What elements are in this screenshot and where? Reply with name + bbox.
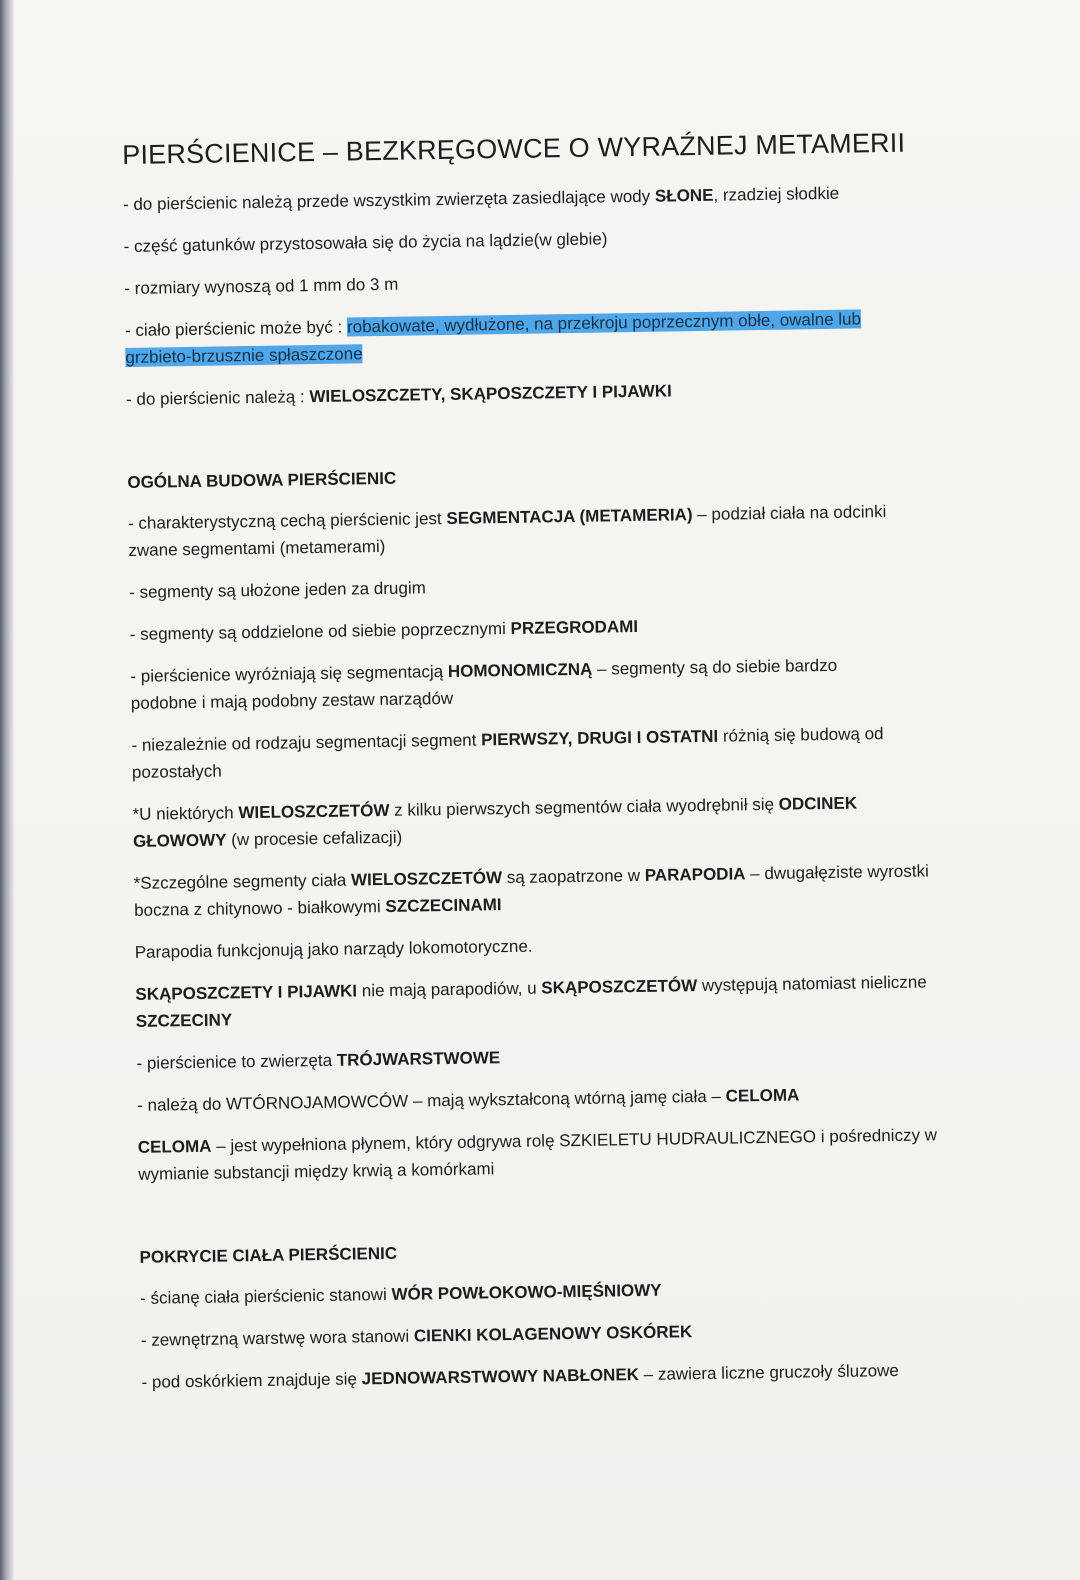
document-title: PIERŚCIENICE – BEZKRĘGOWCE O WYRAŹNEJ METAMERII [122, 127, 906, 170]
text-run: są zaopatrzone w [501, 865, 645, 888]
bold-term: SKĄPOSZCZETÓW [541, 976, 698, 998]
bold-term: PARAPODIA [644, 864, 746, 885]
text-run: różnią się budową od pozostałych [131, 724, 884, 782]
bold-term: SŁONE [654, 185, 714, 206]
text-run: - ciało pierścienic może być : [124, 317, 348, 340]
text-run: nie mają parapodiów, u [356, 978, 542, 1001]
bold-term: TRÓJWARSTWOWE [336, 1048, 501, 1070]
paragraph [133, 857, 964, 924]
paragraph [140, 1271, 1000, 1312]
text-run: - część gatunków przystosowała się do życia na lądzie(w glebie) [123, 229, 608, 256]
text-run: - rozmiary wynoszą od 1 mm do 3 m [124, 274, 399, 298]
section-heading-general-structure: OGÓLNA BUDOWA PIERŚCIENIC [127, 468, 397, 492]
intro-line [123, 219, 983, 260]
paragraph [130, 651, 891, 717]
bold-term: WIELOSZCZETÓW [238, 800, 390, 823]
paragraph [135, 925, 995, 966]
intro-line [124, 261, 984, 302]
text-run: - segmenty są oddzielone od siebie poprzecznymi [129, 618, 511, 644]
text-run: Parapodia funkcjonują jako narządy lokomotoryczne. [134, 936, 533, 962]
text-run: - charakterystyczną cechą pierścienic jest [127, 508, 447, 533]
general-structure-list [128, 496, 999, 1187]
bold-term: WÓR POWŁOKOWO-MIĘŚNIOWY [391, 1280, 662, 1304]
text-run: - ścianę ciała pierścienic stanowi [140, 1284, 392, 1308]
paragraph [135, 968, 946, 1035]
text-run: *U niektórych [132, 803, 239, 824]
intro-line-highlighted [125, 305, 916, 371]
text-run: - niezależnie od rodzaju segmentacji segment [131, 730, 482, 755]
paragraph [136, 1036, 996, 1077]
intro-list [123, 177, 986, 412]
text-run: – zawiera liczne gruczoły śluzowe [638, 1360, 899, 1385]
text-run: (w procesie cefalizacji) [226, 827, 403, 850]
bold-term: ODCINEK GŁOWOWY [132, 793, 858, 851]
paragraph [128, 498, 919, 564]
bold-term: SZCZECINAMI [385, 895, 502, 916]
intro-line [126, 372, 986, 413]
bold-term: SKĄPOSZCZETY I PIJAWKI [135, 981, 358, 1004]
text-run: – podział ciała na odcinki zwane segmentami (metamerami) [128, 502, 887, 560]
paragraph [130, 607, 990, 648]
bold-term: CIENKI KOLAGENOWY OSKÓREK [413, 1322, 693, 1346]
paragraph [129, 565, 989, 606]
paragraph [138, 1121, 959, 1188]
page-binding-edge [0, 0, 14, 1580]
text-run: - do pierścienic należą : [125, 387, 310, 409]
paragraph [131, 720, 922, 786]
bold-term: CELOMA [137, 1136, 212, 1157]
bold-term: HOMONOMICZNĄ [447, 659, 593, 681]
section-heading-body-covering: POKRYCIE CIAŁA PIERŚCIENIC [139, 1243, 398, 1267]
text-run: – dwugałęziste wyrostki boczna z chitynowo - białkowymi [133, 861, 929, 920]
text-run: – jest wypełniona płynem, który odgrywa rolę SZKIELETU HUDRAULICZNEGO i pośredniczy w wymianie substancji między krwią a komórkami [138, 1125, 938, 1184]
bold-term: JEDNOWARSTWOWY NABŁONEK [361, 1365, 640, 1389]
document-body [122, 126, 1002, 1410]
text-run: z kilku pierwszych segmentów ciała wyodrębnił się [389, 794, 779, 820]
bold-term: WIELOSZCZETÓW [350, 868, 503, 890]
bold-term: PRZEGRODAMI [510, 616, 639, 638]
text-run: - zewnętrzną warstwę wora stanowi [140, 1326, 415, 1350]
bold-term: SEGMENTACJA (METAMERIA) [446, 505, 693, 528]
bold-term: CELOMA [725, 1085, 800, 1106]
body-covering-list [140, 1271, 1002, 1395]
text-run: *Szczególne segmenty ciała [133, 870, 352, 893]
text-run: , rzadziej słodkie [713, 183, 840, 205]
text-run: – segmenty są do siebie bardzo podobne i mają podobny zestaw narządów [130, 655, 838, 713]
text-run: - pod oskórkiem znajduje się [141, 1369, 362, 1392]
bold-term: SZCZECINY [135, 1010, 233, 1031]
bold-term: WIELOSZCZETY, SKĄPOSZCZETY I PIJAWKI [309, 381, 672, 407]
bold-term: PIERWSZY, DRUGI I OSTATNI [480, 726, 719, 750]
paragraph [141, 1355, 1001, 1396]
text-run: - pierścienice to zwierzęta [136, 1050, 337, 1073]
intro-line [123, 177, 983, 218]
text-run: - segmenty są ułożone jeden za drugim [128, 578, 426, 602]
text-run: - pierścienice wyróżniają się segmentacją [130, 661, 449, 686]
text-run: - do pierścienic należą przede wszystkim zwierzęta zasiedlające wody [122, 186, 656, 214]
paragraph [137, 1078, 997, 1119]
text-run: - należą do WTÓRNOJAMOWCÓW – mają wykształconą wtórną jamę ciała – [137, 1086, 726, 1115]
highlighted-text: robakowate, wydłużone, na przekroju poprzecznym obłe, owalne lub grzbieto-brzusznie spłaszczone [125, 309, 862, 367]
paragraph [132, 789, 903, 855]
text-run: występują natomiast nieliczne [697, 972, 927, 996]
paragraph [141, 1313, 1001, 1354]
